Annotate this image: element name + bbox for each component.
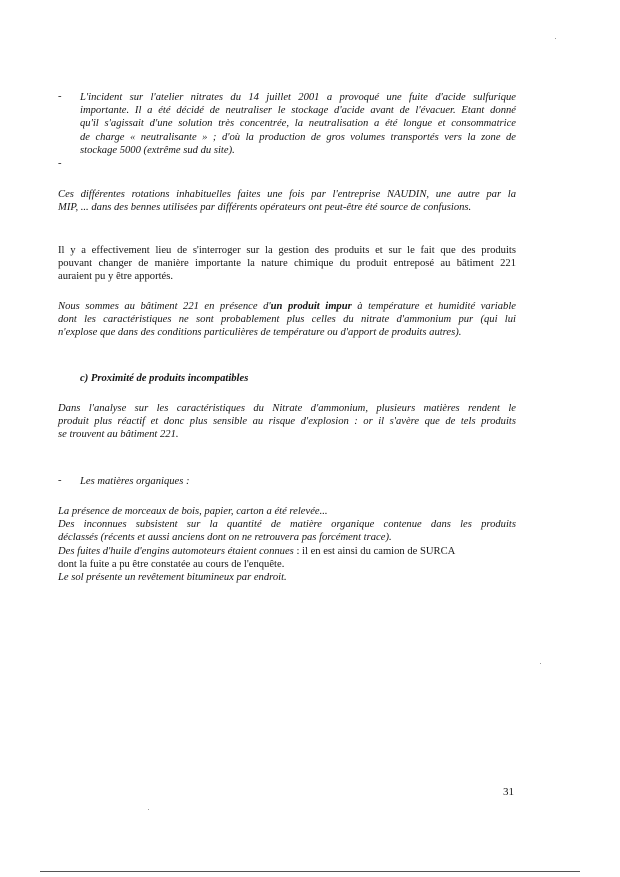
heading-prefix: c) [80, 373, 91, 384]
text-line: L'incident sur l'atelier nitrates du 14 juillet 2001 a provoqué une fuite d'acide sulfurique [80, 92, 516, 103]
scan-speck [540, 663, 541, 664]
text-line: Des inconnues subsistent sur la quantité de matière organique contenue dans les produits [58, 519, 516, 531]
section-heading [80, 373, 248, 384]
text-line: MIP, ... dans des bennes utilisées par différents opérateurs ont peut-être été source de confusions. [58, 202, 472, 214]
ammonium-analysis-paragraph [58, 402, 516, 442]
text-run: Des fuites d'huile d'engins automoteurs étaient connues [58, 545, 294, 557]
bullet-dash: - [58, 475, 62, 486]
text-line: La présence de morceaux de bois, papier, carton a été relevée... [58, 506, 328, 517]
text-line: produit plus réactif et donc plus sensible au risque d'explosion : or il s'avère que de tels produits [58, 416, 516, 428]
product-management-paragraph [58, 244, 516, 284]
text-line: Il y a effectivement lieu de s'interroger sur la gestion des produits et sur le fait que des produits [58, 245, 516, 256]
incident-bullet-text [80, 91, 516, 157]
organic-matter-bullet [80, 475, 516, 488]
text-line: déclassés (récents et aussi anciens dont on ne retrouvera pas forcément trace). [58, 532, 392, 544]
text-line: Le sol présente un revêtement bitumineux par endroit. [58, 572, 287, 584]
text-run: Nous sommes au bâtiment 221 en présence d' [58, 301, 271, 312]
text-line: stockage 5000 (extrême sud du site). [80, 144, 235, 156]
text-run: à température et humidité variable [351, 301, 516, 312]
text-line: dont les caractéristiques ne sont probablement plus celles du nitrate d'ammonium pur (qui lui [58, 314, 516, 326]
text-line: pouvant changer de manière importante la nature chimique du produit entreposé au bâtiment 221 [58, 258, 516, 270]
bottom-rule [40, 871, 580, 872]
text-line: de charge « neutralisante » ; d'où la production de gros volumes transportés vers la zone de [80, 131, 516, 143]
bullet-dash: - [58, 91, 62, 102]
text-line [58, 300, 516, 313]
organic-matter-paragraph [58, 505, 516, 584]
text-line: auraient pu y être apportés. [58, 271, 174, 283]
impure-product-paragraph [58, 300, 516, 340]
text-line: Les matières organiques : [80, 476, 190, 487]
scan-speck [555, 38, 556, 39]
text-run: : il en est ainsi du camion de SURCA [293, 545, 456, 557]
text-line [58, 545, 516, 558]
heading-text: Proximité de produits incompatibles [90, 373, 249, 384]
text-line: n'explose que dans des conditions particulières de température ou d'apport de produits autres). [58, 327, 462, 339]
page-number: 31 [503, 786, 514, 798]
text-line: importante. Il a été décidé de neutraliser le stockage d'acide avant de l'évacuer. Etant donné [80, 105, 516, 117]
rotations-paragraph [58, 188, 516, 214]
text-line: se trouvent au bâtiment 221. [58, 429, 179, 441]
text-line: Ces différentes rotations inhabituelles faites une fois par l'entreprise NAUDIN, une autre par la [58, 189, 516, 200]
text-line: Dans l'analyse sur les caractéristiques du Nitrate d'ammonium, plusieurs matières rendent le [58, 403, 516, 414]
scan-speck [148, 809, 149, 810]
text-line: qu'il s'agissait d'une solution très concentrée, la neutralisation a été longue et consommatrice [80, 118, 516, 130]
emphasis-text: un produit impur [270, 301, 352, 312]
bullet-dash: - [58, 158, 62, 169]
text-line: dont la fuite a pu être constatée au cours de l'enquête. [58, 558, 285, 570]
